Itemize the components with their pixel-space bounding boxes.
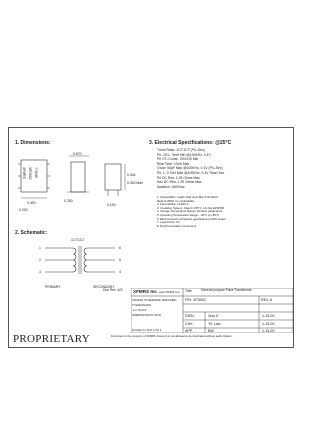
notes-list — [157, 196, 226, 228]
note-line: 7. Lead Finish: Tin — [157, 220, 180, 225]
title-text: General purpose Pulse Transformer — [201, 288, 252, 292]
dim-side-a: 0.344 — [127, 173, 136, 177]
pin-label: 4 — [119, 270, 121, 274]
pin-label: 6 — [119, 246, 121, 250]
dim-w3: 0.200 — [19, 208, 28, 212]
section-electrical-heading: 3. Electrical Specifications: @25°C — [149, 140, 232, 146]
schematic-ratio: 1CT:1CT — [71, 238, 85, 242]
spec-line: Pri. OCL: 3mH Min @100KHz, 0.1V — [157, 152, 211, 157]
drawn-by: Xiao K — [208, 314, 219, 318]
spec-line: Isolation: 1500Vac — [157, 184, 185, 189]
dimension-drawing — [9, 146, 149, 228]
mark-datecode: YYWW — [34, 167, 38, 178]
spec-line: Pri DC Res: 1.25 Ohms Max — [157, 175, 200, 180]
dim-side-b: 0.300 Max — [127, 181, 143, 185]
note-line: 6. Electrical and mechanical specifications 100% tested — [157, 216, 226, 221]
tolerances-label: TOLERANCES: — [132, 303, 152, 307]
scale-sheet: SCALE 2:1 SHT 1 OF 1 — [132, 328, 162, 332]
revision: REV. A — [261, 298, 273, 302]
chk-label: CHK. — [185, 322, 194, 326]
title-block — [131, 288, 293, 333]
note-line: 3. Insulation System: Class F 155°C, UL File E151556 — [157, 205, 225, 210]
spec-line: Pri. L: 0.7uH Max @100KHz, 0.1V Short Sec — [157, 170, 225, 175]
checked-by: YK Liao — [208, 322, 221, 326]
pin-label: 2 — [39, 258, 41, 262]
proprietary-text: Document is the property of XFMRS Group & is not allowed to be duplicated without authorization. — [111, 334, 233, 338]
secondary-winding — [84, 248, 87, 272]
side-view-body — [71, 162, 85, 192]
checked-date: 1-15-09 — [262, 322, 275, 326]
note-line: 5. Operating Temperature Range: −40°C to +85°C — [157, 212, 220, 217]
mark-xfmrs: XFMRS — [22, 167, 26, 179]
spec-line: Pri CT–Const.: 20V/US Min — [157, 157, 199, 162]
primary-label: PRIMARY — [45, 285, 61, 289]
company-name: XFMRS Inc — [133, 289, 157, 294]
spec-line: Sec DC Res: 1.25 Ohms Max — [157, 180, 202, 185]
approved-date: 1-15-09 — [262, 329, 275, 333]
primary-winding — [73, 248, 76, 272]
drawn-date: 1-15-09 — [262, 314, 275, 318]
tolerance-value: .xxx ±0.010 — [132, 308, 147, 312]
company-website: www.XFMRS.com — [159, 291, 180, 294]
section-dimensions-heading: 1. Dimensions: — [15, 140, 51, 146]
mark-part: XFD53C — [28, 167, 32, 181]
note-line: 4. Storage Temperature Range: All listed parameters — [157, 209, 223, 214]
proprietary-banner — [8, 333, 294, 348]
dim-w2: 0.250 — [64, 199, 73, 203]
pin-label: 1 — [39, 246, 41, 250]
dim-top: 0.670 — [73, 152, 82, 156]
note-line: 8. RoHS Compliant Component — [157, 223, 197, 228]
note-line: 1. Solderability: Leads shall meet MIL-STD-202G, — [157, 195, 219, 199]
electrical-spec-list — [157, 148, 224, 189]
end-view-body — [105, 164, 121, 190]
pin-label: 5 — [119, 258, 121, 262]
dim-w1: 0.400 — [27, 201, 36, 205]
doc-rev: Doc Rev. A/3 — [103, 288, 123, 292]
proprietary-label: PROPRIETARY — [13, 333, 90, 345]
drawing-sheet — [8, 127, 294, 334]
dwn-label: DWN. — [185, 314, 195, 318]
title-label: Title — [185, 289, 192, 293]
pin-label: 3 — [39, 270, 41, 274]
spec-line: Turns Ratio: 1CT:1CT (Pri–Sec) — [157, 148, 205, 152]
note-line: 2. Flammability: UL94V-0 — [157, 202, 189, 207]
unless-specified: UNLESS OTHERWISE SPECIFIED — [132, 298, 177, 302]
note-line: Method 208H, for solderability. — [157, 198, 195, 203]
section-schematic-heading: 2. Schematic: — [15, 230, 48, 236]
secondary-label: SECONDARY — [93, 285, 115, 289]
title-block-grid — [131, 288, 293, 333]
part-number: P/N: XFD53C — [185, 298, 207, 302]
app-label: APP. — [185, 329, 193, 333]
dimensions-unit: DIMENSIONS IN INCH — [132, 313, 161, 317]
spec-line: Rise Time: 10nS Max — [157, 161, 190, 166]
dim-pin-pitch: 0.100 — [107, 203, 116, 207]
spec-line: Cw/w: 50pF Max @100KHz, 0.1V (Pri–Sec) — [157, 166, 223, 171]
approved-by: BW — [208, 329, 214, 333]
